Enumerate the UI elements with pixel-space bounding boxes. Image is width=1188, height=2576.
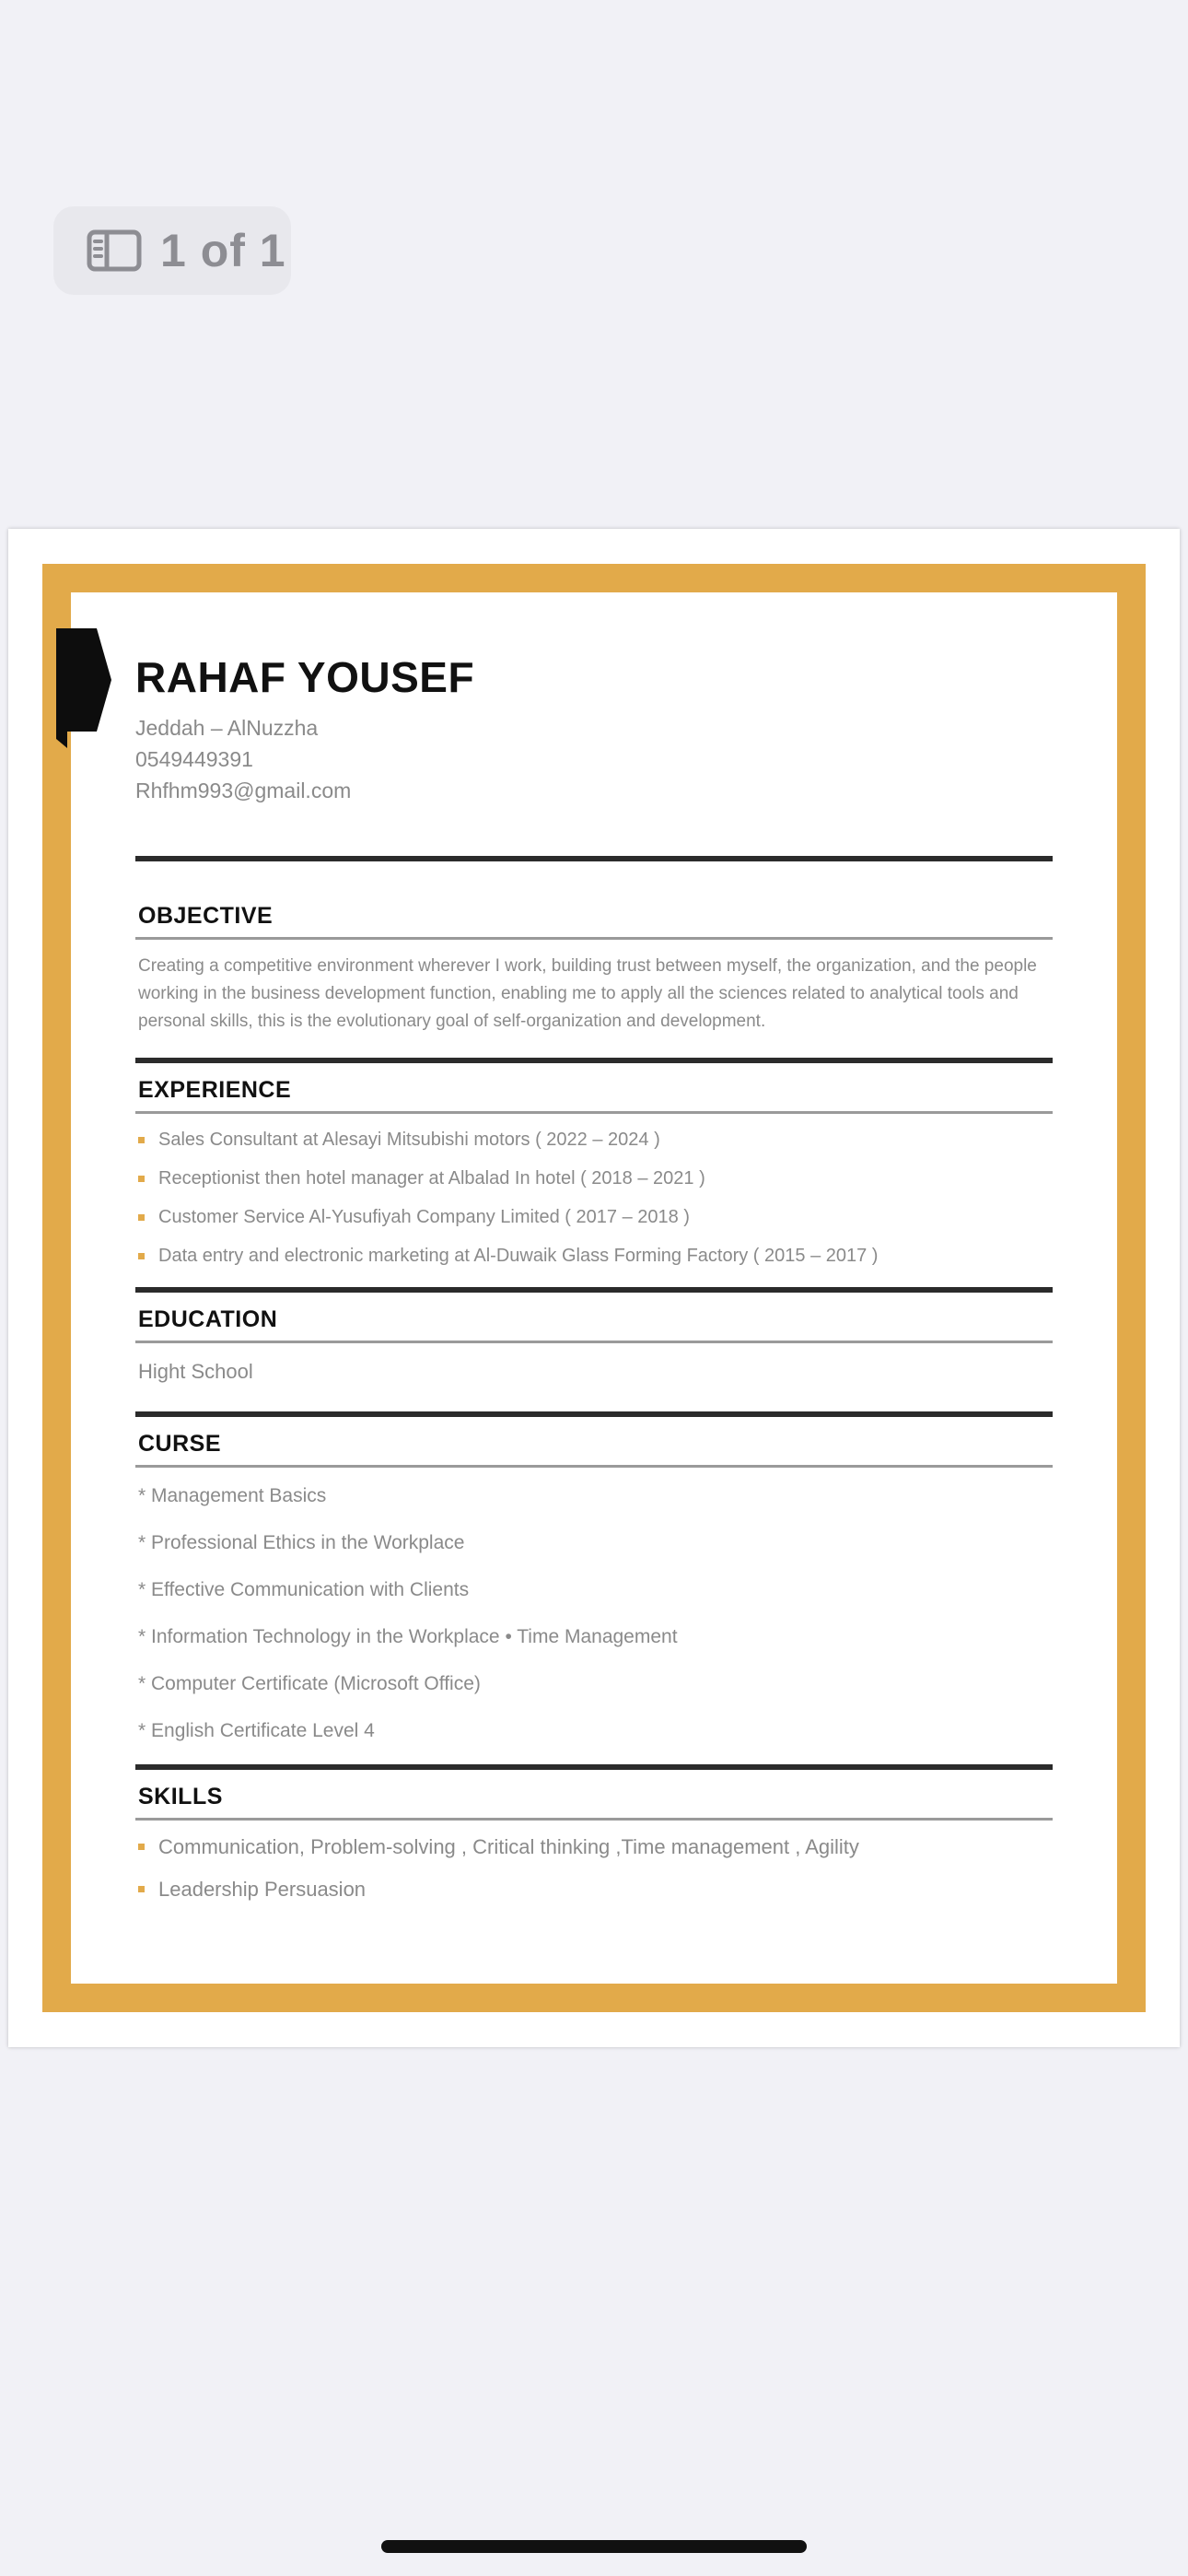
experience-heading: EXPERIENCE <box>138 1077 292 1103</box>
skills-list <box>135 1835 1053 1902</box>
section-divider <box>135 1411 1053 1417</box>
list-item: * Effective Communication with Clients <box>138 1579 470 1600</box>
name-marker-tag-icon <box>56 628 111 748</box>
objective-text: Creating a competitive environment wherever I work, building trust between myself, the organization, and the people working in the business development function, enabling me to apply all the sciences related to analytical tools and personal skills, this is the evolutionary goal of self-organization and development. <box>138 956 1037 1031</box>
experience-item-text: Customer Service Al-Yusufiyah Company Limited ( 2017 – 2018 ) <box>158 1207 690 1227</box>
skill-item-text: Leadership Persuasion <box>158 1878 367 1901</box>
curse-heading: CURSE <box>138 1431 222 1457</box>
list-item <box>135 1835 1053 1859</box>
list-item <box>135 1167 1053 1189</box>
bullet-square-icon <box>138 1176 145 1182</box>
sidebar-panel-icon <box>87 229 142 272</box>
section-divider <box>135 1058 1053 1063</box>
heading-underline <box>135 937 1053 940</box>
list-item <box>135 1245 1053 1267</box>
education-text: Hight School <box>138 1360 253 1383</box>
home-indicator-bar[interactable] <box>381 2540 807 2553</box>
bullet-square-icon <box>138 1253 145 1259</box>
contact-email: Rhfhm993@gmail.com <box>135 779 352 802</box>
bullet-square-icon <box>138 1214 145 1221</box>
course-list <box>135 1482 1053 1745</box>
list-item: * Management Basics <box>138 1485 327 1506</box>
list-item: * Computer Certificate (Microsoft Office) <box>138 1673 481 1694</box>
section-divider <box>135 1764 1053 1770</box>
bullet-square-icon <box>138 1886 145 1892</box>
education-heading: EDUCATION <box>138 1306 278 1332</box>
skill-item-text: Communication, Problem-solving , Critical thinking ,Time management , Agility <box>158 1835 859 1858</box>
section-divider <box>135 1287 1053 1293</box>
list-item <box>135 1129 1053 1151</box>
section-divider <box>135 856 1053 861</box>
heading-underline <box>135 1341 1053 1343</box>
resume-name: RAHAF YOUSEF <box>135 653 475 701</box>
heading-underline <box>135 1465 1053 1468</box>
experience-list <box>135 1129 1053 1267</box>
bullet-square-icon <box>138 1137 145 1143</box>
heading-underline <box>135 1111 1053 1114</box>
list-item: * Information Technology in the Workplace • Time Management <box>138 1626 678 1647</box>
page-indicator-button[interactable] <box>53 206 291 295</box>
objective-heading: OBJECTIVE <box>138 903 274 929</box>
resume-content <box>135 629 1053 1920</box>
list-item <box>135 1206 1053 1228</box>
bullet-square-icon <box>138 1844 145 1850</box>
contact-phone: 0549449391 <box>135 747 253 771</box>
page-indicator-label: 1 of 1 <box>160 225 286 276</box>
contact-location: Jeddah – AlNuzzha <box>135 716 319 740</box>
list-item: * Professional Ethics in the Workplace <box>138 1532 465 1553</box>
experience-item-text: Sales Consultant at Alesayi Mitsubishi motors ( 2022 – 2024 ) <box>158 1130 660 1150</box>
heading-underline <box>135 1818 1053 1821</box>
experience-item-text: Receptionist then hotel manager at Albalad In hotel ( 2018 – 2021 ) <box>158 1168 705 1188</box>
contact-block <box>135 712 1053 806</box>
list-item <box>135 1878 1053 1902</box>
experience-item-text: Data entry and electronic marketing at Al-Duwaik Glass Forming Factory ( 2015 – 2017 ) <box>158 1246 879 1266</box>
list-item: * English Certificate Level 4 <box>138 1720 375 1741</box>
skills-heading: SKILLS <box>138 1784 223 1809</box>
